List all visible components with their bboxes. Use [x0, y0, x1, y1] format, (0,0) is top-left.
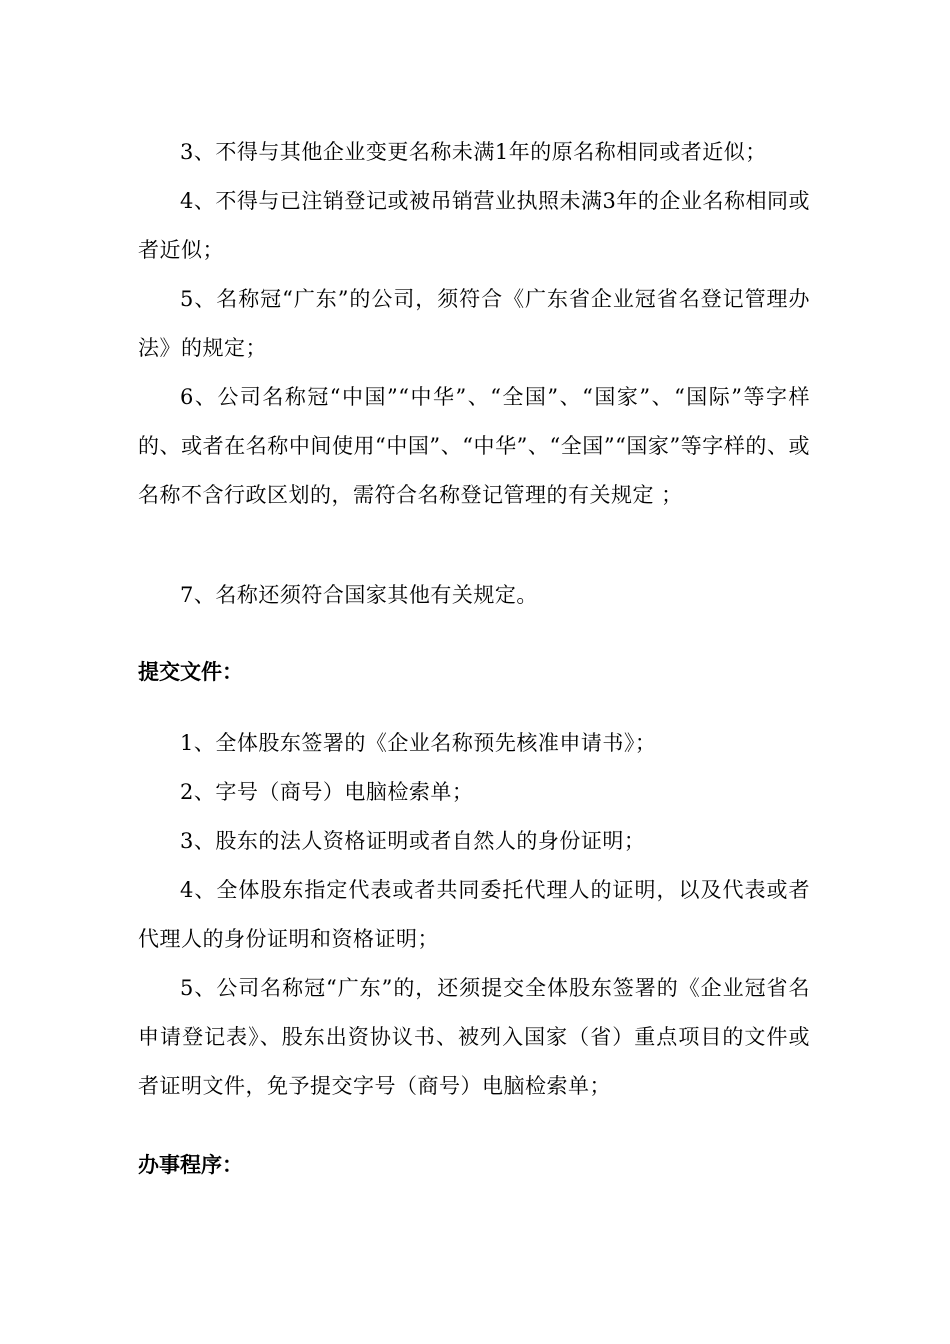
requirement-item-6: 6、公司名称冠“中国”“中华”、“全国”、“国家”、“国际”等字样的、或者在名称中间使用“中国”、“中华”、“全国”“国家”等字样的、或名称不含行政区划的，需符合名称登记管理的有关规定 ；	[138, 385, 810, 507]
document-item-5: 5、公司名称冠“广东”的，还须提交全体股东签署的《企业冠省名申请登记表》、股东出资协议书、被列入国家（省）重点项目的文件或者证明文件，免予提交字号（商号）电脑检索单；	[138, 976, 810, 1098]
document-item-2: 2、字号（商号）电脑检索单；	[180, 780, 474, 804]
document-item-3: 3、股东的法人资格证明或者自然人的身份证明；	[180, 829, 646, 853]
section-heading-submit-documents: 提交文件：	[138, 660, 243, 684]
requirement-item-3: 3、不得与其他企业变更名称未满1年的原名称相同或者近似；	[180, 140, 767, 164]
section-heading-procedure: 办事程序：	[138, 1153, 243, 1177]
requirement-item-7: 7、名称还须符合国家其他有关规定。	[180, 583, 538, 607]
document-item-4: 4、全体股东指定代表或者共同委托代理人的证明，以及代表或者代理人的身份证明和资格证明；	[138, 878, 810, 951]
requirement-item-5: 5、名称冠“广东”的公司，须符合《广东省企业冠省名登记管理办法》的规定；	[138, 287, 810, 360]
document-item-1: 1、全体股东签署的《企业名称预先核准申请书》；	[180, 731, 657, 755]
requirement-item-4: 4、不得与已注销登记或被吊销营业执照未满3年的企业名称相同或者近似；	[138, 189, 810, 262]
